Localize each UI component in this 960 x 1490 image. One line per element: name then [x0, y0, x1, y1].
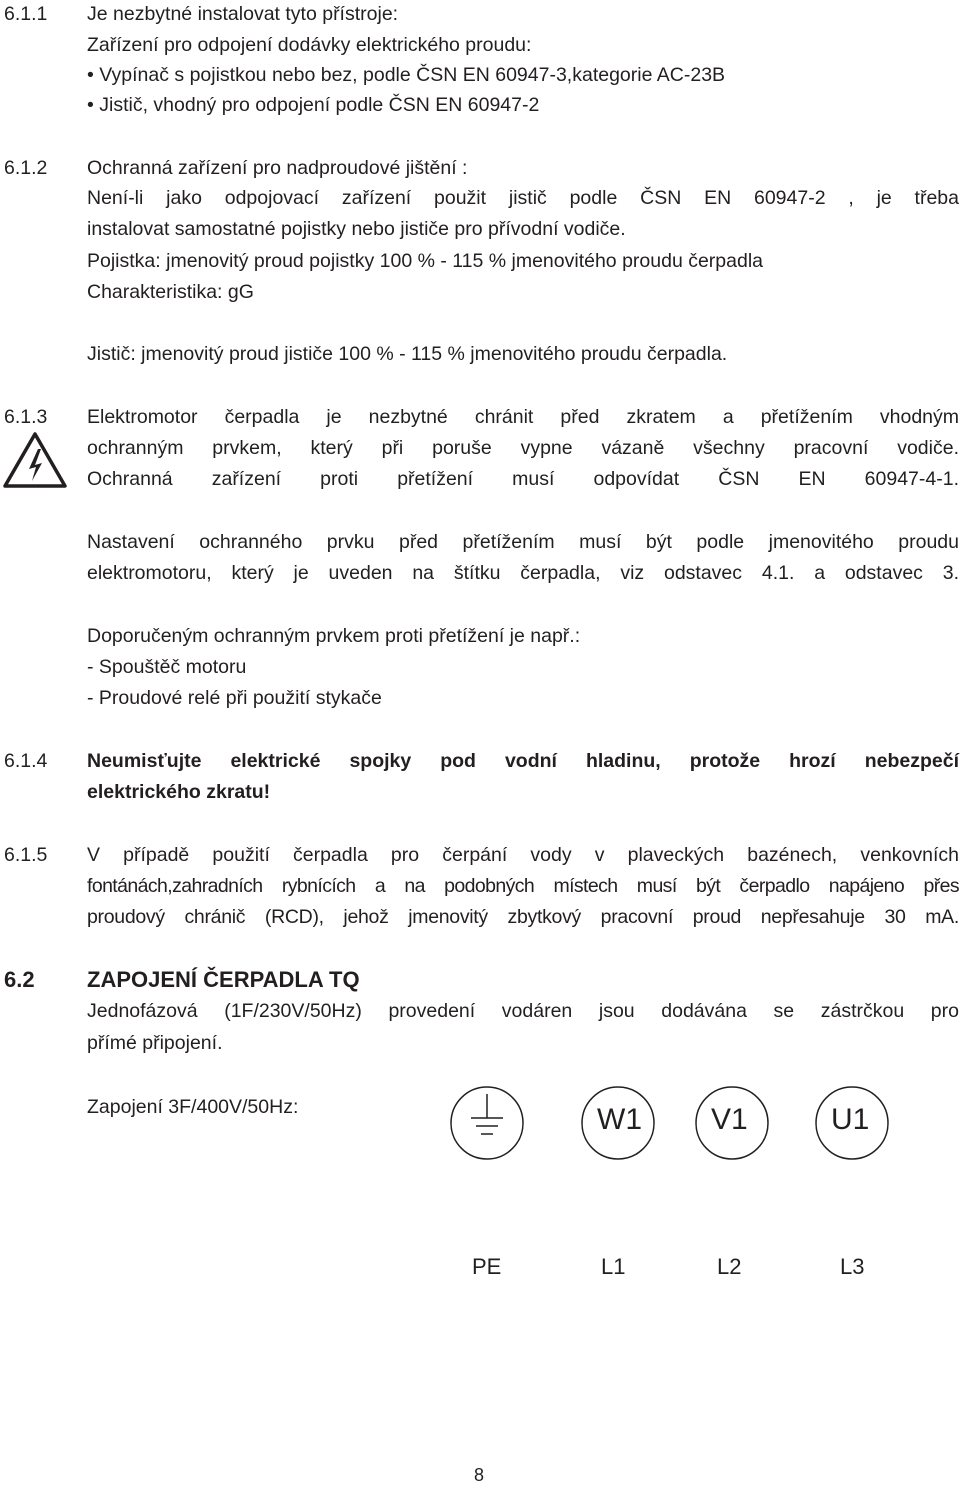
line-l2-label: L2: [717, 1254, 742, 1279]
text-line: fontánách,zahradních rybnících a na podobných místech musí být čerpadlo napájeno přes: [87, 875, 959, 897]
list-item: - Proudové relé při použití stykače: [87, 687, 382, 709]
bullet-item: • Jistič, vhodný pro odpojení podle ČSN EN 60947-2: [87, 94, 540, 116]
text-line: přímé připojení.: [87, 1032, 223, 1054]
terminal-w1-label: W1: [597, 1103, 642, 1136]
bullet-item: • Vypínač s pojistkou nebo bez, podle ČSN EN 60947-3,kategorie AC-23B: [87, 64, 726, 86]
text-line: Ochranná zařízení proti přetížení musí odpovídat ČSN EN 60947-4-1.: [87, 468, 959, 490]
warning-text: elektrického zkratu!: [87, 781, 271, 803]
section-number-6-1-1: 6.1.1: [4, 3, 48, 25]
list-item: - Spouštěč motoru: [87, 656, 247, 678]
text-line: Doporučeným ochranným prvkem proti přetížení je např.:: [87, 625, 581, 647]
text-line: Pojistka: jmenovitý proud pojistky 100 % - 115 % jmenovitého proudu čerpadla: [87, 250, 764, 272]
text-line: Jistič: jmenovitý proud jističe 100 % - 115 % jmenovitého proudu čerpadla.: [87, 343, 728, 365]
section-number-6-1-5: 6.1.5: [4, 844, 48, 866]
text-line: Není-li jako odpojovací zařízení použit jistič podle ČSN EN 60947-2 , je třeba: [87, 187, 959, 209]
text-line: Zařízení pro odpojení dodávky elektrického proudu:: [87, 34, 532, 56]
wiring-label: Zapojení 3F/400V/50Hz:: [87, 1096, 299, 1118]
section-number-6-1-2: 6.1.2: [4, 157, 48, 179]
ground-terminal-icon: [451, 1087, 523, 1159]
terminal-u1-label: U1: [831, 1103, 870, 1136]
text-line: Nastavení ochranného prvku před přetížením musí být podle jmenovitého proudu: [87, 531, 959, 553]
text-line: elektromotoru, který je uveden na štítku čerpadla, viz odstavec 4.1. a odstavec 3.: [87, 562, 959, 584]
line-l1-label: L1: [601, 1254, 626, 1279]
text-line: V případě použití čerpadla pro čerpání vody v plaveckých bazénech, venkovních: [87, 844, 959, 866]
section-number-6-2: 6.2: [4, 967, 35, 992]
text-line: Charakteristika: gG: [87, 281, 254, 303]
text-line: Ochranná zařízení pro nadproudové jištění :: [87, 157, 468, 179]
page-number: 8: [474, 1465, 485, 1485]
section-number-6-1-3: 6.1.3: [4, 406, 48, 428]
line-pe-label: PE: [472, 1254, 502, 1279]
warning-text: Neumisťujte elektrické spojky pod vodní hladinu, protože hrozí nebezpečí: [87, 750, 959, 772]
text-line: instalovat samostatné pojistky nebo jističe pro přívodní vodiče.: [87, 218, 626, 240]
text-line: Elektromotor čerpadla je nezbytné chránit před zkratem a přetížením vhodným: [87, 406, 959, 428]
section-heading: ZAPOJENÍ ČERPADLA TQ: [87, 967, 360, 992]
line-l3-label: L3: [840, 1254, 865, 1279]
text-line: proudový chránič (RCD), jehož jmenovitý zbytkový pracovní proud nepřesahuje 30 mA.: [87, 906, 959, 928]
text-line: ochranným prvkem, který při poruše vypne vázaně všechny pracovní vodiče.: [87, 437, 959, 459]
terminal-v1-label: V1: [711, 1103, 748, 1136]
section-number-6-1-4: 6.1.4: [4, 750, 48, 772]
text-line: Jednofázová (1F/230V/50Hz) provedení vodáren jsou dodávána se zástrčkou pro: [87, 1000, 959, 1022]
text-line: Je nezbytné instalovat tyto přístroje:: [87, 3, 399, 25]
